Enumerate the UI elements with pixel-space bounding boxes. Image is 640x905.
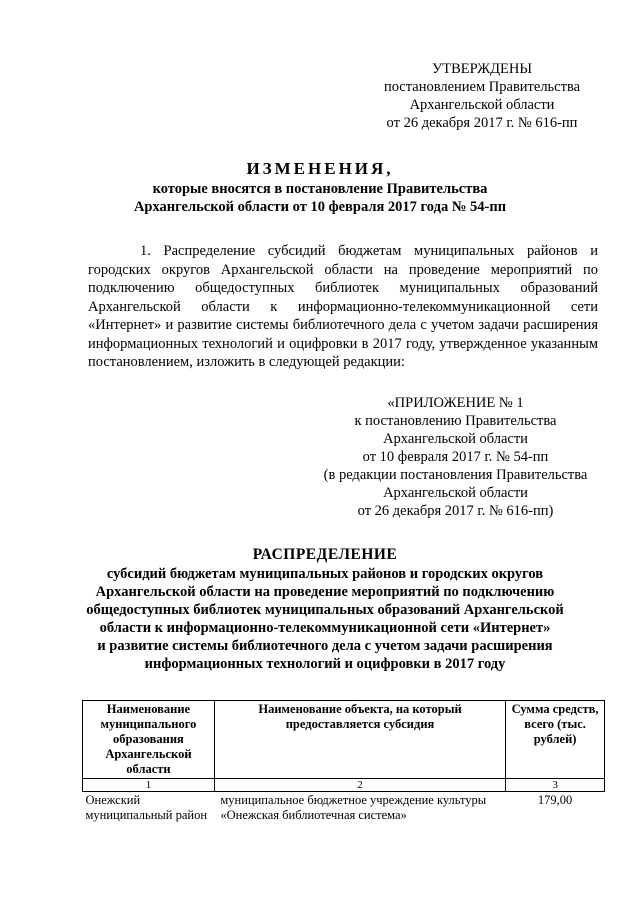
object-cell: муниципальное бюджетное учреждение культуры «Онежская библиотечная система» bbox=[220, 793, 487, 822]
municipality-cell: Онежский муниципальный район bbox=[85, 793, 208, 822]
distribution-line: и развитие системы библиотечного дела с учетом задачи расширения bbox=[97, 638, 553, 654]
amount-cell: 179,00 bbox=[537, 793, 573, 807]
distribution-title: РАСПРЕДЕЛЕНИЕ bbox=[252, 546, 398, 563]
distribution-line: информационных технологий и оцифровки в 2017 году bbox=[144, 656, 506, 672]
column-header-amount: Сумма средств, всего (тыс. рублей) bbox=[506, 701, 605, 779]
approval-block bbox=[372, 60, 592, 132]
appendix-line: от 10 февраля 2017 г. № 54-пп bbox=[362, 449, 549, 465]
appendix-title: «ПРИЛОЖЕНИЕ № 1 bbox=[387, 395, 524, 411]
column-header-object: Наименование объекта, на который предоставляется субсидия bbox=[214, 701, 505, 779]
approval-line: Архангельской области bbox=[409, 97, 555, 113]
distribution-line: Архангельской области на проведение мероприятий по подключению bbox=[95, 584, 555, 600]
changes-subtitle-line: которые вносятся в постановление Правительства bbox=[152, 181, 488, 197]
table-row bbox=[83, 792, 605, 825]
approval-line: постановлением Правительства bbox=[383, 79, 581, 95]
changes-subtitle-line: Архангельской области от 10 февраля 2017 года № 54-пп bbox=[133, 199, 507, 215]
appendix-line: от 26 декабря 2017 г. № 616-пп) bbox=[357, 503, 554, 519]
approval-title: УТВЕРЖДЕНЫ bbox=[431, 61, 533, 77]
distribution-heading bbox=[80, 545, 570, 673]
changes-title: ИЗМЕНЕНИЯ, bbox=[246, 159, 394, 178]
column-number: 3 bbox=[506, 779, 605, 792]
table-number-row bbox=[83, 779, 605, 792]
appendix-line: Архангельской области bbox=[383, 431, 528, 447]
table-header-row bbox=[83, 701, 605, 779]
changes-heading bbox=[80, 158, 560, 216]
appendix-line: Архангельской области bbox=[383, 485, 528, 501]
column-header-municipality: Наименование муниципального образования Архангельской области bbox=[83, 701, 215, 779]
body-paragraph bbox=[88, 242, 598, 372]
column-number: 2 bbox=[214, 779, 505, 792]
approval-line: от 26 декабря 2017 г. № 616-пп bbox=[386, 115, 578, 131]
distribution-line: общедоступных библиотек муниципальных образований Архангельской bbox=[86, 602, 564, 618]
distribution-table bbox=[82, 700, 605, 824]
distribution-line: субсидий бюджетам муниципальных районов и городских округов bbox=[106, 566, 544, 582]
distribution-line: области к информационно-телекоммуникационной сети «Интернет» bbox=[99, 620, 551, 636]
appendix-block bbox=[318, 394, 593, 520]
appendix-line: к постановлению Правительства bbox=[354, 413, 557, 429]
paragraph-text: 1. Распределение субсидий бюджетам муниципальных районов и городских округов Архангельской области на проведение мероприятий по подключению общедоступных библиотек муниципальных образований Архангельской области к информационно-телекоммуникационной сети «Интернет» и развитие системы библиотечного дела с учетом задачи расширения информационных технологий и оцифровки в 2017 году, утвержденное указанным постановлением, изложить в следующей редакции: bbox=[88, 243, 598, 370]
appendix-line: (в редакции постановления Правительства bbox=[323, 467, 588, 483]
column-number: 1 bbox=[83, 779, 215, 792]
